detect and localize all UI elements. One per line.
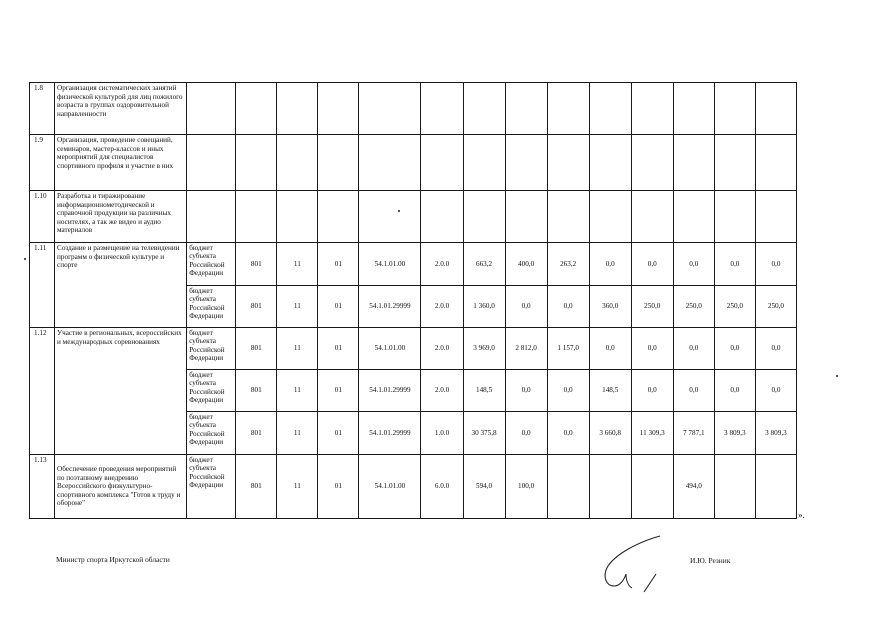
empty-cell xyxy=(236,83,277,135)
empty-cell xyxy=(421,135,463,191)
empty-cell xyxy=(631,191,673,243)
value-cell-pr: 01 xyxy=(318,328,359,370)
value-cell-total: 594,0 xyxy=(463,455,505,519)
row-number: 1.9 xyxy=(30,135,55,191)
funding-source: бюджет субъекта Российской Федерации xyxy=(187,455,236,519)
value-cell-y2: 1 157,0 xyxy=(547,328,589,370)
table-row xyxy=(30,328,797,370)
value-cell-grbs: 801 xyxy=(236,412,277,455)
closing-quote: ». xyxy=(798,510,805,520)
empty-cell xyxy=(236,191,277,243)
value-cell-rz: 11 xyxy=(277,412,318,455)
table-row xyxy=(30,135,797,191)
value-cell-y7: 3 809,3 xyxy=(755,412,796,455)
row-number: 1.12 xyxy=(30,328,55,455)
empty-cell xyxy=(277,83,318,135)
value-cell-y6: 0,0 xyxy=(714,243,755,286)
activity-name: Обеспечение проведения мероприятий по поэтапному внедрению Всероссийского физкультурно-спортивного комплекса "Готов к труду и обороне" xyxy=(55,455,187,519)
value-cell-total: 1 360,0 xyxy=(463,286,505,328)
empty-cell xyxy=(236,135,277,191)
empty-cell xyxy=(187,83,236,135)
value-cell-vr: 1.0.0 xyxy=(421,412,463,455)
minister-title: Министр спорта Иркутской области xyxy=(56,555,170,564)
empty-cell xyxy=(547,83,589,135)
value-cell-y6: 0,0 xyxy=(714,328,755,370)
value-cell-y4: 250,0 xyxy=(631,286,673,328)
value-cell-y7: 250,0 xyxy=(755,286,796,328)
activity-name: Разработка и тиражирование информационнометодической и справочной продукции на различных носителях, а так же видео и аудио материалов xyxy=(55,191,187,243)
funding-source: бюджет субъекта Российской Федерации xyxy=(187,243,236,286)
empty-cell xyxy=(318,191,359,243)
empty-cell xyxy=(631,83,673,135)
value-cell-y2: 263,2 xyxy=(547,243,589,286)
value-cell-y7 xyxy=(755,455,796,519)
empty-cell xyxy=(755,83,796,135)
value-cell-y1: 0,0 xyxy=(505,286,547,328)
value-cell-rz: 11 xyxy=(277,243,318,286)
scan-speck xyxy=(836,375,838,377)
row-number: 1.8 xyxy=(30,83,55,135)
empty-cell xyxy=(359,135,421,191)
handwritten-signature xyxy=(598,530,678,600)
empty-cell xyxy=(755,135,796,191)
empty-cell xyxy=(463,83,505,135)
value-cell-total: 30 375,8 xyxy=(463,412,505,455)
value-cell-y1: 100,0 xyxy=(505,455,547,519)
empty-cell xyxy=(714,191,755,243)
empty-cell xyxy=(359,83,421,135)
value-cell-y1: 0,0 xyxy=(505,412,547,455)
table-row xyxy=(30,243,797,286)
value-cell-y5: 0,0 xyxy=(673,328,714,370)
value-cell-y2: 0,0 xyxy=(547,412,589,455)
table-row xyxy=(30,455,797,519)
value-cell-vr: 6.0.0 xyxy=(421,455,463,519)
empty-cell xyxy=(187,135,236,191)
value-cell-vr: 2.0.0 xyxy=(421,328,463,370)
empty-cell xyxy=(318,83,359,135)
value-cell-rz: 11 xyxy=(277,286,318,328)
empty-cell xyxy=(359,191,421,243)
value-cell-y2 xyxy=(547,455,589,519)
empty-cell xyxy=(421,83,463,135)
value-cell-y4: 11 309,3 xyxy=(631,412,673,455)
value-cell-rz: 11 xyxy=(277,455,318,519)
empty-cell xyxy=(714,83,755,135)
funding-source: бюджет субъекта Российской Федерации xyxy=(187,412,236,455)
value-cell-csr: 54.1.01.00 xyxy=(359,455,421,519)
value-cell-csr: 54.1.01.29999 xyxy=(359,370,421,412)
empty-cell xyxy=(463,135,505,191)
empty-cell xyxy=(547,191,589,243)
table-row xyxy=(30,191,797,243)
table-row xyxy=(30,83,797,135)
value-cell-pr: 01 xyxy=(318,243,359,286)
value-cell-y6: 3 809,3 xyxy=(714,412,755,455)
value-cell-y3: 360,0 xyxy=(589,286,631,328)
empty-cell xyxy=(277,191,318,243)
value-cell-y7: 0,0 xyxy=(755,370,796,412)
funding-source: бюджет субъекта Российской Федерации xyxy=(187,328,236,370)
scan-speck xyxy=(398,210,400,212)
empty-cell xyxy=(505,135,547,191)
value-cell-grbs: 801 xyxy=(236,328,277,370)
empty-cell xyxy=(463,191,505,243)
funding-source: бюджет субъекта Российской Федерации xyxy=(187,370,236,412)
value-cell-pr: 01 xyxy=(318,412,359,455)
value-cell-y6: 0,0 xyxy=(714,370,755,412)
value-cell-pr: 01 xyxy=(318,370,359,412)
empty-cell xyxy=(714,135,755,191)
value-cell-y3: 148,5 xyxy=(589,370,631,412)
value-cell-csr: 54.1.01.29999 xyxy=(359,286,421,328)
empty-cell xyxy=(318,135,359,191)
value-cell-total: 663,2 xyxy=(463,243,505,286)
value-cell-y3: 0,0 xyxy=(589,243,631,286)
empty-cell xyxy=(589,135,631,191)
value-cell-y4: 0,0 xyxy=(631,370,673,412)
value-cell-csr: 54.1.01.29999 xyxy=(359,412,421,455)
value-cell-rz: 11 xyxy=(277,328,318,370)
empty-cell xyxy=(421,191,463,243)
value-cell-y1: 2 812,0 xyxy=(505,328,547,370)
empty-cell xyxy=(673,135,714,191)
signatory-name: И.Ю. Резник xyxy=(690,556,731,565)
value-cell-y5: 0,0 xyxy=(673,243,714,286)
value-cell-y6: 250,0 xyxy=(714,286,755,328)
empty-cell xyxy=(589,83,631,135)
value-cell-total: 148,5 xyxy=(463,370,505,412)
value-cell-vr: 2.0.0 xyxy=(421,243,463,286)
row-number: 1.13 xyxy=(30,455,55,519)
empty-cell xyxy=(673,83,714,135)
empty-cell xyxy=(673,191,714,243)
value-cell-vr: 2.0.0 xyxy=(421,286,463,328)
row-number: 1.11 xyxy=(30,243,55,328)
empty-cell xyxy=(187,191,236,243)
scan-speck xyxy=(24,258,26,260)
value-cell-y5: 250,0 xyxy=(673,286,714,328)
empty-cell xyxy=(589,191,631,243)
empty-cell xyxy=(547,135,589,191)
value-cell-grbs: 801 xyxy=(236,370,277,412)
value-cell-pr: 01 xyxy=(318,455,359,519)
value-cell-y5: 494,0 xyxy=(673,455,714,519)
empty-cell xyxy=(505,83,547,135)
value-cell-y3 xyxy=(589,455,631,519)
value-cell-y2: 0,0 xyxy=(547,286,589,328)
activity-name: Организация систематических занятий физической культурой для лиц пожилого возраста в группах оздоровительной направленности xyxy=(55,83,187,135)
value-cell-grbs: 801 xyxy=(236,243,277,286)
value-cell-y7: 0,0 xyxy=(755,328,796,370)
value-cell-grbs: 801 xyxy=(236,286,277,328)
value-cell-y3: 3 660,8 xyxy=(589,412,631,455)
funding-source: бюджет субъекта Российской Федерации xyxy=(187,286,236,328)
value-cell-y1: 0,0 xyxy=(505,370,547,412)
value-cell-y4 xyxy=(631,455,673,519)
value-cell-y7: 0,0 xyxy=(755,243,796,286)
value-cell-y5: 0,0 xyxy=(673,370,714,412)
value-cell-y4: 0,0 xyxy=(631,328,673,370)
value-cell-y4: 0,0 xyxy=(631,243,673,286)
value-cell-pr: 01 xyxy=(318,286,359,328)
activity-name: Создание и размещение на телевидении программ о физической культуре и спорте xyxy=(55,243,187,328)
empty-cell xyxy=(505,191,547,243)
value-cell-csr: 54.1.01.00 xyxy=(359,243,421,286)
value-cell-rz: 11 xyxy=(277,370,318,412)
value-cell-grbs: 801 xyxy=(236,455,277,519)
row-number: 1.10 xyxy=(30,191,55,243)
activity-name: Организация, проведение совещаний, семинаров, мастер-классов и иных мероприятий для специалистов спортивного профиля и участие в них xyxy=(55,135,187,191)
value-cell-y1: 400,0 xyxy=(505,243,547,286)
value-cell-csr: 54.1.01.00 xyxy=(359,328,421,370)
value-cell-y6 xyxy=(714,455,755,519)
value-cell-total: 3 969,0 xyxy=(463,328,505,370)
empty-cell xyxy=(631,135,673,191)
empty-cell xyxy=(277,135,318,191)
value-cell-y3: 0,0 xyxy=(589,328,631,370)
empty-cell xyxy=(755,191,796,243)
activity-name: Участие в региональных, всероссийских и международных соревнованиях xyxy=(55,328,187,455)
budget-table xyxy=(29,82,797,519)
value-cell-y2: 0,0 xyxy=(547,370,589,412)
value-cell-vr: 2.0.0 xyxy=(421,370,463,412)
value-cell-y5: 7 787,1 xyxy=(673,412,714,455)
